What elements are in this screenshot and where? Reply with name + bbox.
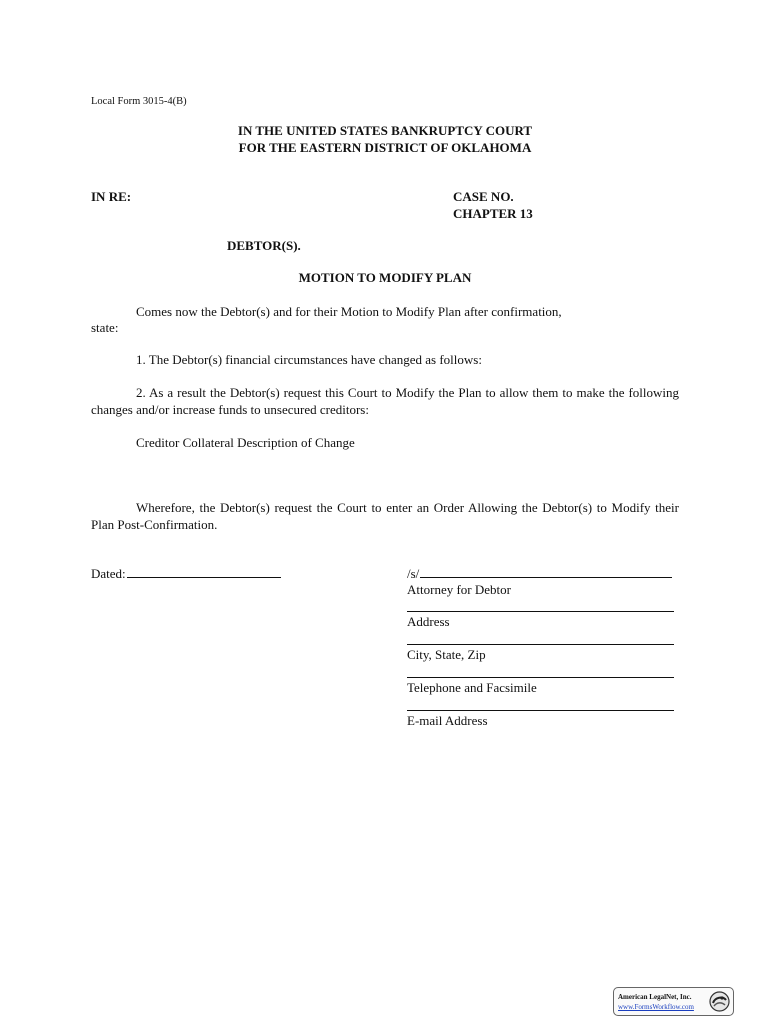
city-blank-line[interactable] [407, 644, 674, 645]
change-table-header: Creditor Collateral Description of Change [136, 435, 355, 450]
court-name-line2: FOR THE EASTERN DISTRICT OF OKLAHOMA [238, 140, 532, 155]
signature-prefix: /s/ [407, 566, 420, 581]
document-title: MOTION TO MODIFY PLAN [298, 270, 472, 285]
in-re-label: IN RE: [91, 189, 132, 204]
publisher-badge[interactable] [613, 987, 734, 1016]
email-label: E-mail Address [407, 713, 488, 728]
wherefore-paragraph: Wherefore, the Debtor(s) request the Court to enter an Order Allowing the Debtor(s) to Modify their Plan Post-Confirmation. [91, 500, 679, 532]
signature-field[interactable] [407, 565, 672, 582]
dated-blank-line[interactable] [127, 565, 281, 578]
attorney-label: Attorney for Debtor [407, 582, 511, 597]
chapter-label: CHAPTER 13 [453, 206, 533, 221]
address-label: Address [407, 614, 450, 629]
signature-blank-line[interactable] [420, 565, 672, 578]
publisher-link[interactable]: www.FormsWorkflow.com [618, 1003, 694, 1011]
phone-blank-line[interactable] [407, 677, 674, 678]
address-blank-line[interactable] [407, 611, 674, 612]
publisher-name: American LegalNet, Inc. [618, 993, 692, 1001]
form-id: Local Form 3015-4(B) [91, 96, 187, 107]
item-2: 2. As a result the Debtor(s) request this Court to Modify the Plan to allow them to make the following changes and/or increase funds to unsecured creditors: [91, 385, 679, 417]
phone-label: Telephone and Facsimile [407, 680, 537, 695]
email-blank-line[interactable] [407, 710, 674, 711]
publisher-logo-icon [709, 991, 730, 1012]
dated-field[interactable] [91, 565, 281, 582]
city-label: City, State, Zip [407, 647, 486, 662]
debtors-label: DEBTOR(S). [227, 238, 301, 253]
dated-label: Dated: [91, 566, 126, 581]
court-name-line1: IN THE UNITED STATES BANKRUPTCY COURT [237, 123, 533, 138]
item-1: 1. The Debtor(s) financial circumstances have changed as follows: [136, 352, 482, 367]
intro-paragraph-line1: Comes now the Debtor(s) and for their Motion to Modify Plan after confirmation, [136, 304, 562, 319]
case-no-label: CASE NO. [453, 189, 514, 204]
intro-paragraph-line2: state: [91, 320, 119, 335]
